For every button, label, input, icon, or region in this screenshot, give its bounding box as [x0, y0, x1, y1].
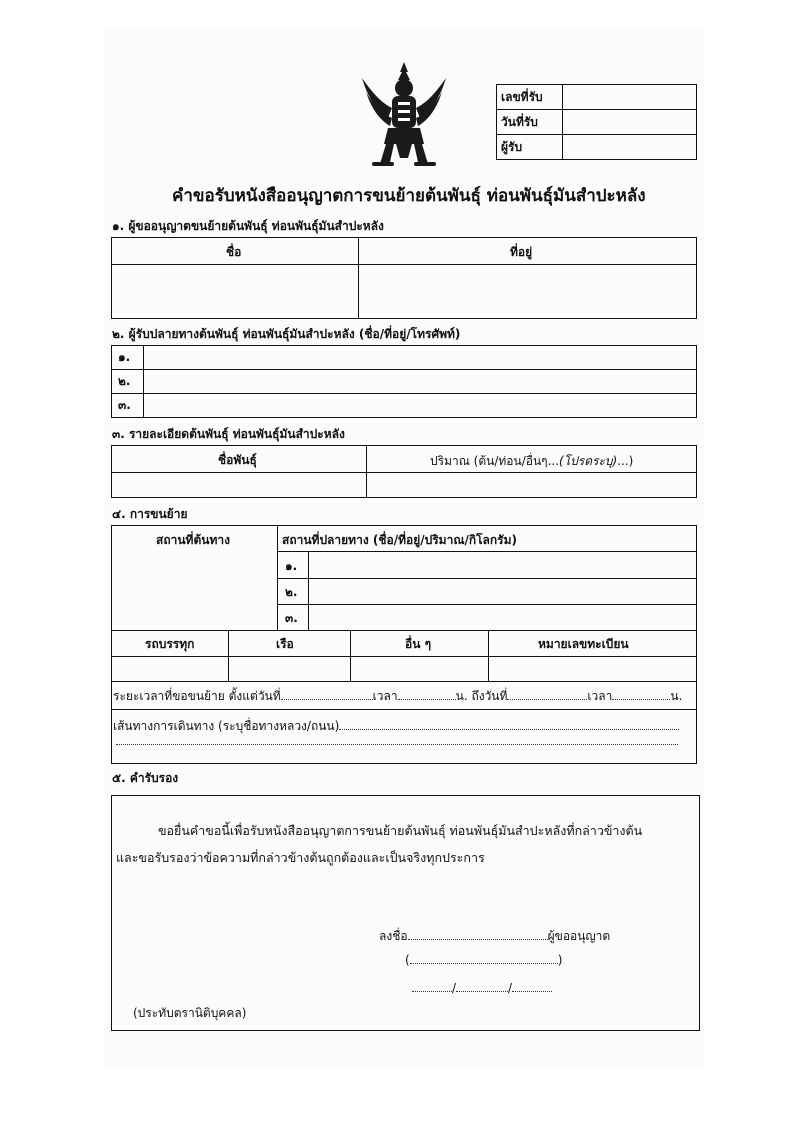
section2-row-1: ๑.: [118, 350, 131, 364]
receipt-date-label: วันที่รับ: [501, 115, 538, 129]
section5-para-line2: และขอรับรองว่าข้อความที่กล่าวข้างต้นถูกต้องและเป็นจริงทุกประการ: [116, 850, 485, 865]
section4-row-1: ๑.: [285, 559, 298, 573]
section2-row-2: ๒.: [118, 374, 131, 388]
receipt-number-label: เลขที่รับ: [501, 90, 543, 104]
section3-col-quantity: ปริมาณ (ต้น/ท่อน/อื่นๆ...(โปรดระบุ)...): [430, 454, 634, 468]
section2-row-3: ๓.: [118, 398, 131, 412]
section4-heading: ๔. การขนย้าย: [112, 507, 188, 521]
section4-vehicle-other: อื่น ๆ: [405, 637, 432, 651]
signature-name-row: ( ): [405, 953, 563, 967]
section4-vehicle-truck: รถบรรทุก: [145, 637, 195, 651]
signature-row: [379, 929, 610, 943]
sign-label: ลงชื่อ: [379, 929, 408, 943]
period-label: ระยะเวลาที่ขอขนย้าย ตั้งแต่วันที่: [113, 689, 281, 703]
section1-table: [111, 237, 697, 319]
route-extra-line: [116, 744, 678, 745]
period-row: [113, 689, 698, 703]
section4-vehicle-reg: หมายเลขทะเบียน: [538, 637, 629, 651]
period-time-label: เวลา: [372, 689, 398, 703]
section4-col-origin: สถานที่ต้นทาง: [156, 533, 230, 547]
section4-row-2: ๒.: [285, 585, 298, 599]
garuda-emblem: [358, 58, 450, 170]
section2-table: [111, 345, 697, 418]
route-label: เส้นทางการเดินทาง (ระบุชื่อทางหลวง/ถนน): [113, 719, 340, 733]
section2-heading: ๒. ผู้รับปลายทางต้นพันธุ์ ท่อนพันธุ์มันสำปะหลัง (ชื่อ/ที่อยู่/โทรศัพท์): [112, 327, 461, 341]
section4-row-3: ๓.: [285, 611, 298, 625]
section4-col-destination: สถานที่ปลายทาง (ชื่อ/ที่อยู่/ปริมาณ/กิโลกรัม): [282, 533, 518, 547]
route-row: [113, 719, 693, 733]
period-time-label-2: เวลา: [587, 689, 613, 703]
receipt-receiver-label: ผู้รับ: [501, 140, 523, 154]
applicant-label: ผู้ขออนุญาต: [547, 929, 611, 943]
section5-para-line1: ขอยื่นคำขอนี้เพื่อรับหนังสืออนุญาตการขนย้ายต้นพันธุ์ ท่อนพันธุ์มันสำปะหลังที่กล่าวข้างต้น: [158, 823, 643, 838]
form-title: คำขอรับหนังสืออนุญาตการขนย้ายต้นพันธุ์ ท่อนพันธุ์มันสำปะหลัง: [172, 186, 646, 206]
section1-col-address: ที่อยู่: [510, 245, 533, 259]
period-hour-end: น.: [670, 689, 683, 703]
section5-heading: ๕. คำรับรอง: [112, 771, 179, 785]
section4-vehicle-boat: เรือ: [276, 637, 294, 651]
section3-heading: ๓. รายละเอียดต้นพันธุ์ ท่อนพันธุ์มันสำปะหลัง: [112, 427, 345, 441]
signature-date-row: / /: [412, 981, 552, 995]
section3-col-variety: ชื่อพันธุ์: [218, 453, 257, 467]
section3-quantity-note: (โปรดระบุ): [559, 454, 618, 468]
section1-col-name: ชื่อ: [226, 245, 242, 259]
seal-label: (ประทับตรานิติบุคคล): [133, 1006, 247, 1020]
period-hour-to: น. ถึงวันที่: [455, 689, 508, 703]
section1-heading: ๑. ผู้ขออนุญาตขนย้ายต้นพันธุ์ ท่อนพันธุ์มันสำปะหลัง: [112, 219, 384, 233]
